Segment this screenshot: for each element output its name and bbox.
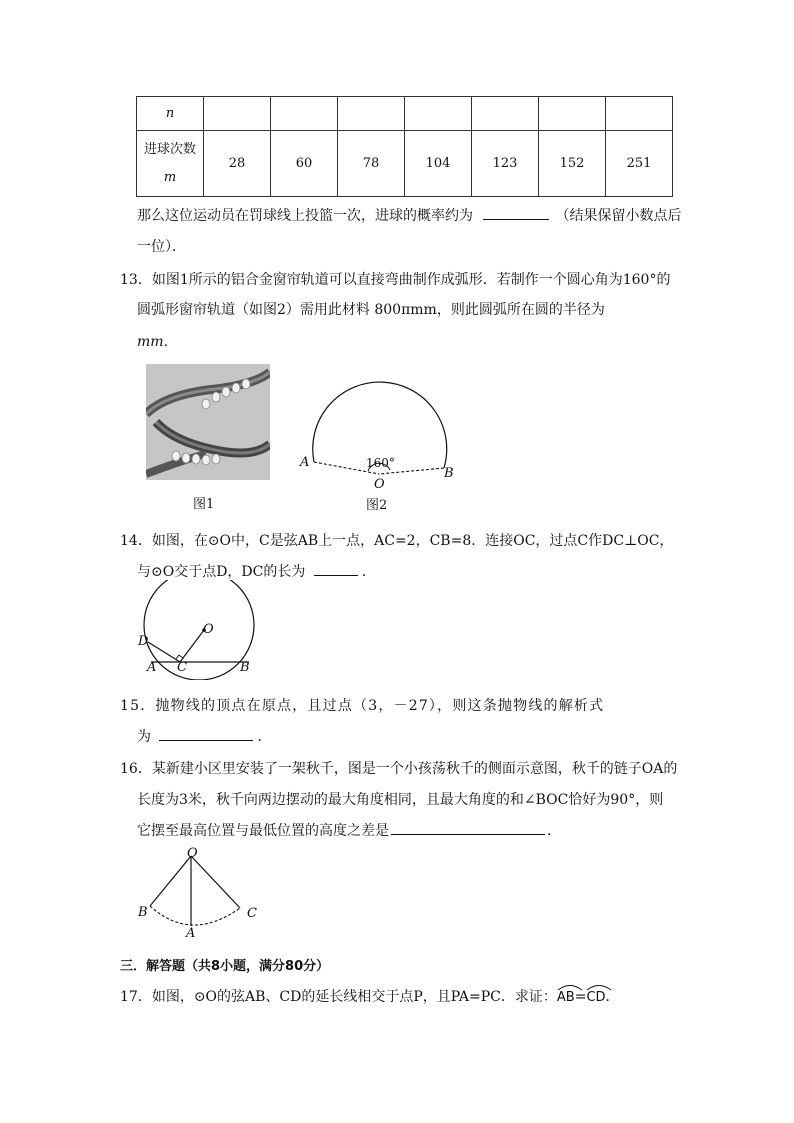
arc-cd-label: CD (586, 990, 606, 1005)
table-cell: 28 (204, 131, 271, 197)
q12-line1 (137, 205, 681, 225)
table-cell (606, 97, 673, 131)
swing-point-b: B (138, 905, 148, 920)
q12-text-end: （结果保留小数点后 (555, 208, 682, 224)
arc-mark-icon (586, 983, 612, 991)
table-cell: 78 (338, 131, 405, 197)
q14-text: 与⊙O交于点D，DC的长为 (137, 564, 306, 580)
q13-line1: 13．如图1所示的铝合金窗帘轨道可以直接弯曲制作成弧形．若制作一个圆心角为160°的 (120, 272, 671, 288)
answer-blank[interactable] (314, 575, 358, 576)
fig1-label: 图1 (193, 497, 215, 512)
q16-text-end: ． (547, 823, 561, 839)
q14-text-end: ． (361, 564, 376, 580)
row-label-n: n (137, 97, 204, 131)
row-label-m (137, 131, 204, 197)
section-heading: 三．解答题（共8小题，满分80分） (120, 959, 330, 974)
table-cell (204, 97, 271, 131)
q12-text: 那么这位运动员在罚球线上投篮一次，进球的概率约为 (137, 208, 473, 224)
arc-point-a: A (300, 455, 310, 470)
point-c: C (177, 660, 187, 675)
table-cell: 104 (405, 131, 472, 197)
point-b: B (240, 660, 250, 675)
table-cell (539, 97, 606, 131)
q16-text: 它摆至最高位置与最低位置的高度之差是 (137, 823, 389, 839)
row-label-var: m (163, 169, 177, 185)
table-row (137, 131, 673, 197)
arc-point-b: B (444, 466, 454, 481)
arc-ab-label: AB (556, 990, 575, 1005)
swing-point-o: O (187, 846, 198, 861)
point-d: D (138, 634, 149, 649)
table-cell (472, 97, 539, 131)
q17-line1 (120, 986, 620, 1006)
q16-line3 (137, 820, 561, 840)
q13-line3: mm． (137, 334, 178, 350)
q16-line2: 长度为3米，秋千向两边摆动的最大角度相同，且最大角度的和∠BOC恰好为90°，则 (137, 792, 664, 808)
q13-text: 圆弧形窗帘轨道（如图2）需用此材料 800πmm，则此圆弧所在圆的半径为 (137, 302, 605, 318)
q13-line2 (137, 299, 605, 319)
arc-mark-icon (557, 983, 583, 991)
fig2-label: 图2 (366, 498, 388, 513)
arc-angle-label: 160° (366, 456, 395, 470)
q12-line2: 一位）． (137, 239, 186, 255)
table-cell (405, 97, 472, 131)
answer-blank[interactable] (483, 219, 549, 220)
q16-line1: 16．某新建小区里安装了一架秋千，图是一个小孩荡秋千的侧面示意图，秋千的链子OA的 (120, 761, 678, 777)
q15-line2 (137, 726, 271, 746)
arc-center-o: O (374, 477, 385, 492)
point-a: A (147, 660, 157, 675)
table-cell: 60 (271, 131, 338, 197)
q15-line1: 15．抛物线的顶点在原点，且过点（3，－27），则这条抛物线的解析式 (120, 698, 605, 714)
q17-text: 17．如图，⊙O的弦AB、CD的延长线相交于点P，且PA=PC．求证： (120, 989, 557, 1005)
data-table (136, 96, 673, 197)
q17-equals: = (574, 989, 587, 1005)
q14-line2 (137, 561, 376, 581)
table-cell (338, 97, 405, 131)
curtain-rail-photo (146, 364, 270, 480)
answer-blank[interactable] (391, 834, 545, 835)
point-o: O (203, 622, 214, 637)
q15-text-end: ． (257, 729, 272, 745)
swing-diagram (136, 848, 260, 940)
table-cell: 152 (539, 131, 606, 197)
q17-end: ． (605, 989, 620, 1005)
arc-cd (586, 989, 605, 1005)
row-label-text: 进球次数 (143, 141, 196, 157)
swing-point-a: A (186, 926, 196, 941)
q14-line1: 14．如图，在⊙O中，C是弦AB上一点，AC=2，CB=8．连接OC，过点C作DC⊥OC， (120, 533, 674, 549)
q15-text: 为 (137, 729, 151, 745)
table-cell: 123 (472, 131, 539, 197)
table-cell (271, 97, 338, 131)
answer-blank[interactable] (159, 740, 253, 741)
arc-ab (557, 989, 575, 1005)
table-row (137, 97, 673, 131)
table-cell: 251 (606, 131, 673, 197)
swing-point-c: C (247, 906, 257, 921)
